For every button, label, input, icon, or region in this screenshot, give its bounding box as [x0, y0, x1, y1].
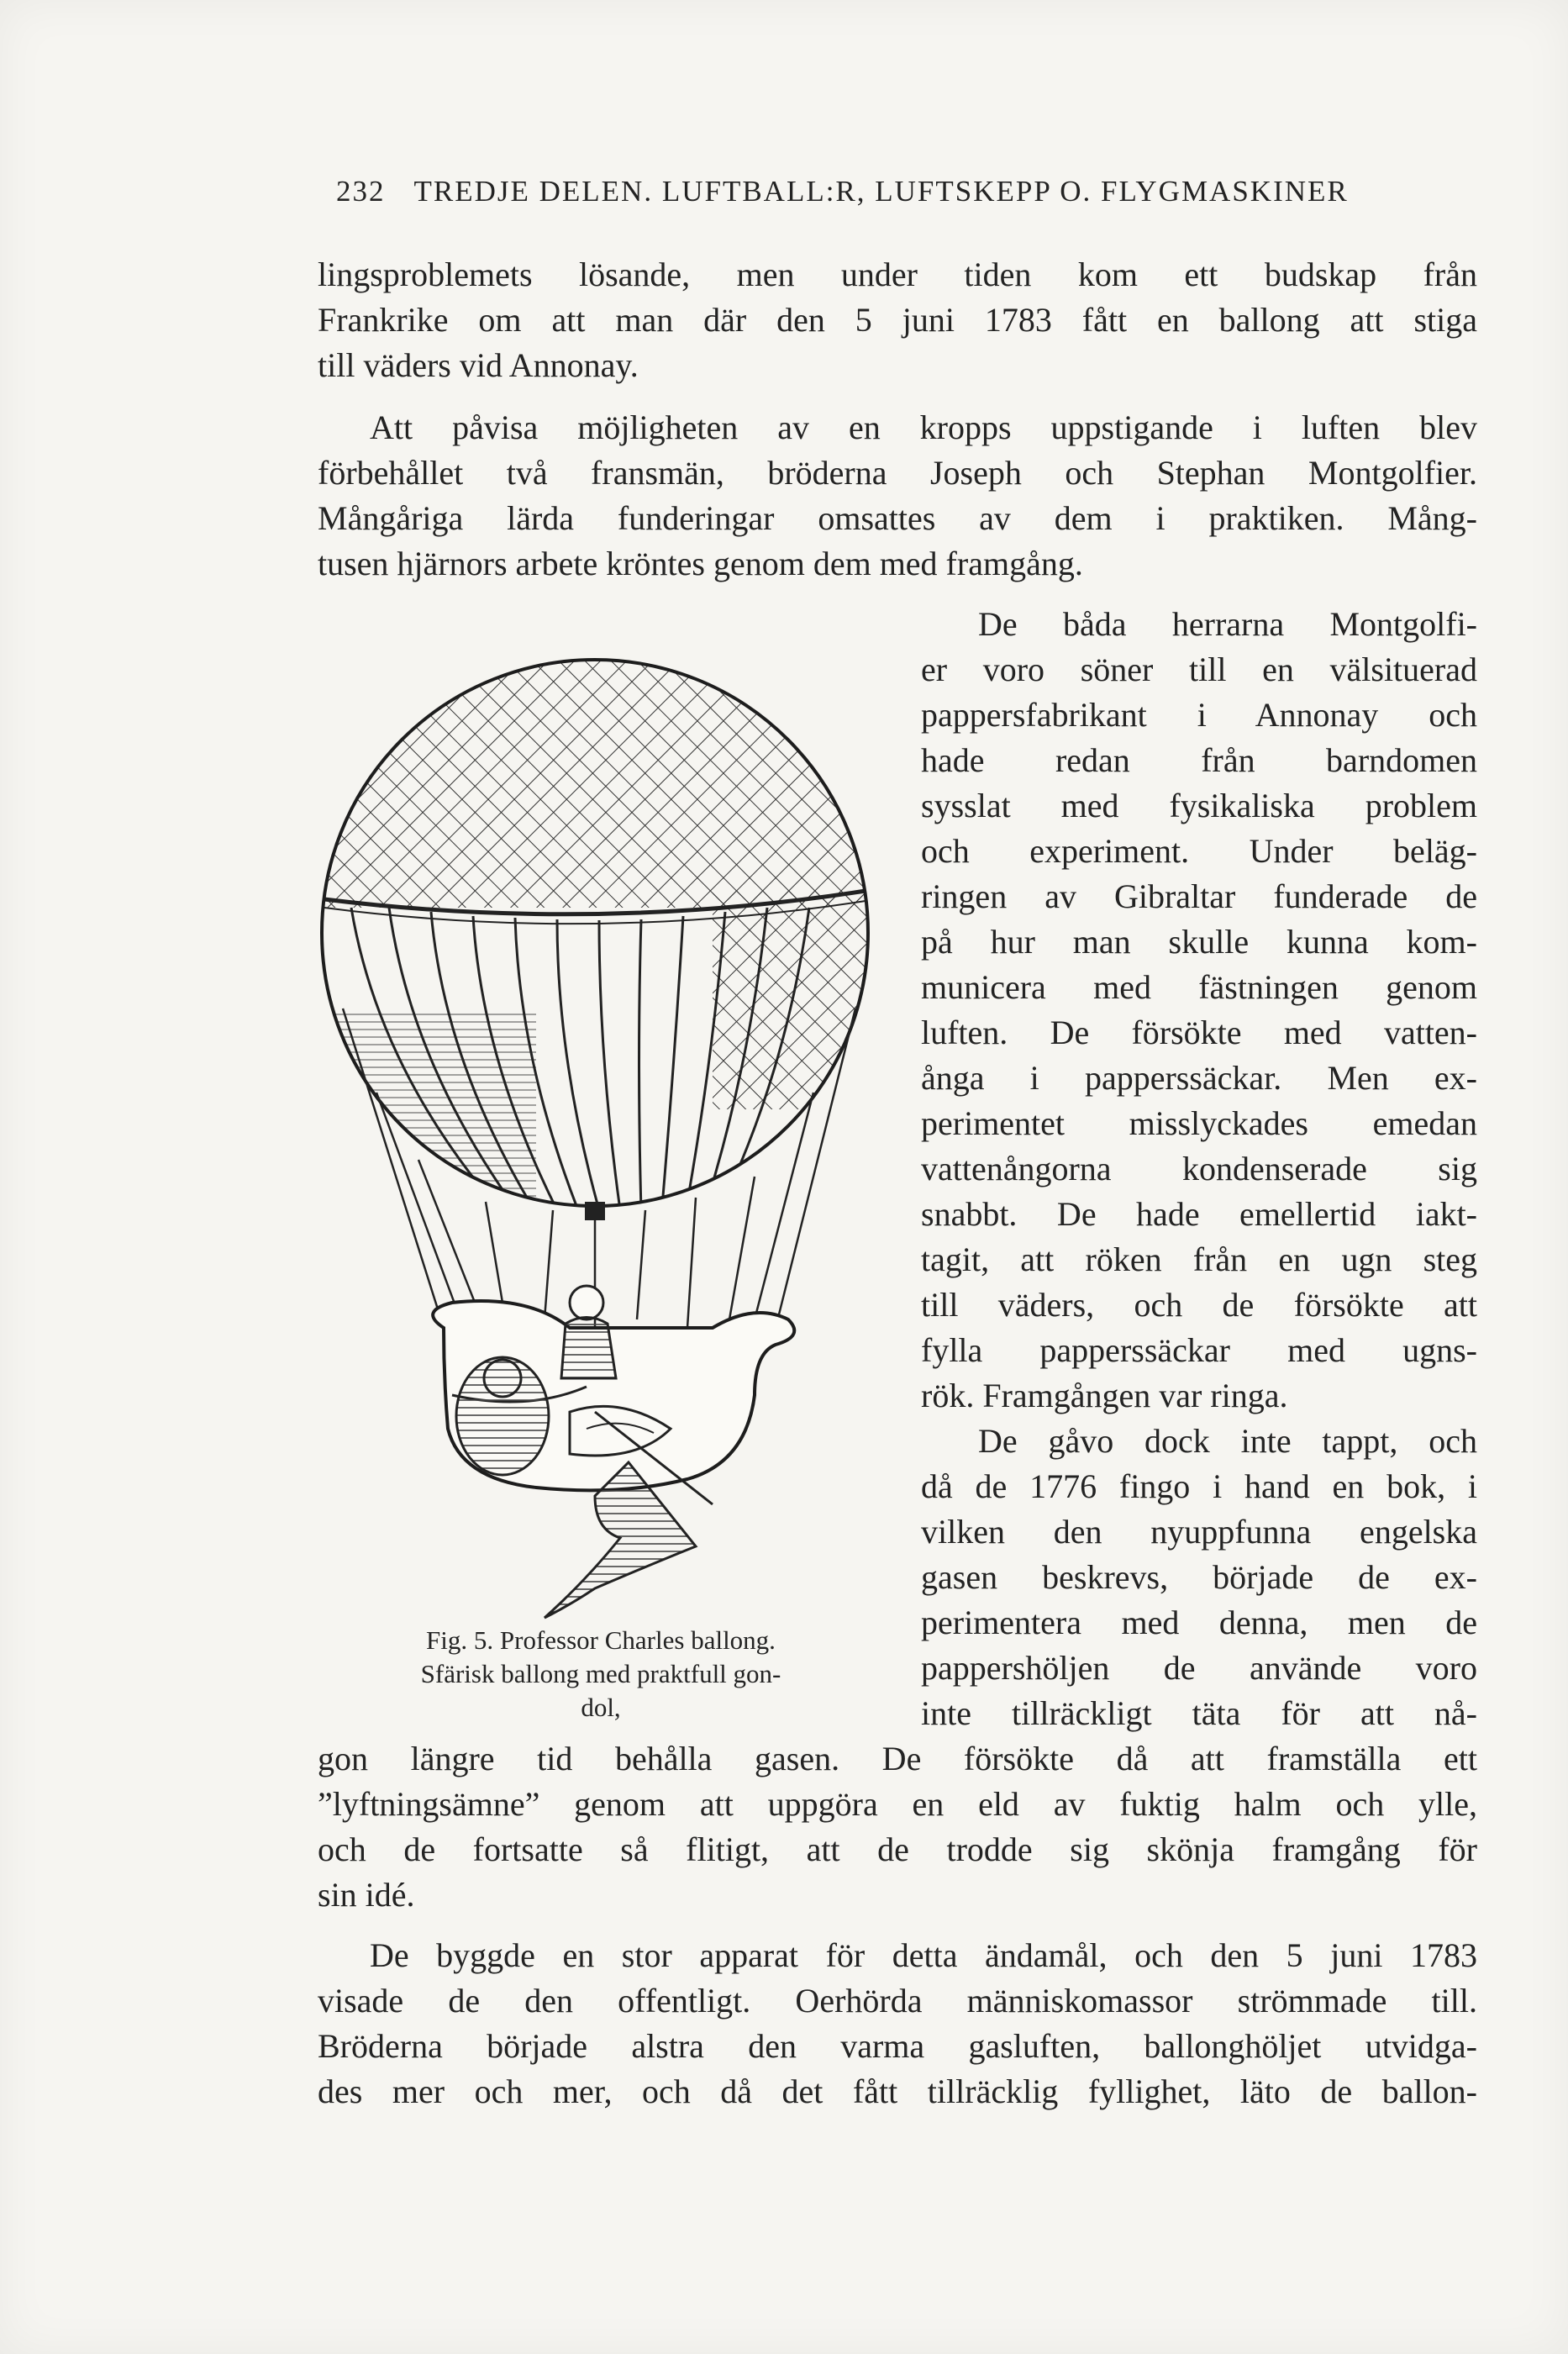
text-line: perimentera med denna, men de [921, 1604, 1477, 1641]
text-line: De båda herrarna Montgolfi- [978, 605, 1477, 643]
text-line: ”lyftningsämne” genom att uppgöra en eld av fuktig halm och ylle, [318, 1785, 1477, 1823]
text-line: till väders, och de försökte att [921, 1286, 1477, 1324]
caption-line: Fig. 5. Professor Charles ballong. [426, 1625, 776, 1655]
text-line: då de 1776 fingo i hand en bok, i [921, 1467, 1477, 1505]
text-line: pappersfabrikant i Annonay och [921, 696, 1477, 734]
text-line: perimentet misslyckades emedan [921, 1104, 1477, 1142]
text-line: Bröderna började alstra den varma gasluften, ballonghöljet utvidga- [318, 2027, 1477, 2065]
text-line: er voro söner till en välsituerad [921, 650, 1477, 688]
text-line: och de fortsatte så flitigt, att de trodde sig skönja framgång för [318, 1830, 1477, 1868]
text-line: sysslat med fysikaliska problem [921, 787, 1477, 824]
text-line: lingsproblemets lösande, men under tiden kom ett budskap från [318, 255, 1477, 293]
text-line: ringen av Gibraltar funderade de [921, 877, 1477, 915]
caption-line: dol, [581, 1693, 621, 1722]
text-line: pappershöljen de använde voro [921, 1649, 1477, 1687]
text-line: snabbt. De hade emellertid iakt- [921, 1195, 1477, 1233]
text-line: till väders vid Annonay. [318, 346, 639, 384]
text-line: municera med fästningen genom [921, 968, 1477, 1006]
text-line: gasen beskrevs, började de ex- [921, 1558, 1477, 1596]
text-line: på hur man skulle kunna kom- [921, 923, 1477, 961]
text-line: des mer och mer, och då det fått tillräcklig fyllighet, läto de ballon- [318, 2072, 1477, 2110]
running-header [336, 175, 1521, 208]
text-line: luften. De försökte med vatten- [921, 1014, 1477, 1051]
text-line: vattenångorna kondenserade sig [921, 1150, 1477, 1188]
text-line: rök. Framgången var ringa. [921, 1377, 1288, 1414]
text-line: tagit, att röken från en ugn steg [921, 1240, 1477, 1278]
text-line: vilken den nyuppfunna engelska [921, 1513, 1477, 1551]
text-line: De gåvo dock inte tappt, och [978, 1422, 1477, 1460]
text-line: och experiment. Under beläg- [921, 832, 1477, 870]
text-line: Mångåriga lärda funderingar omsattes av dem i praktiken. Mång- [318, 499, 1477, 537]
page-number: 232 [336, 175, 386, 208]
text-line: ånga i papperssäckar. Men ex- [921, 1059, 1477, 1097]
text-line: gon längre tid behålla gasen. De försökte då att framställa ett [318, 1740, 1477, 1777]
figure-caption [319, 1624, 882, 1725]
text-line: hade redan från barndomen [921, 741, 1477, 779]
text-line: De byggde en stor apparat för detta ändamål, och den 5 juni 1783 [370, 1936, 1477, 1974]
text-line: tusen hjärnors arbete kröntes genom dem med framgång. [318, 545, 1083, 582]
running-title: TREDJE DELEN. LUFTBALL:R, LUFTSKEPP O. FLYGMASKINER [413, 175, 1349, 208]
text-line: Frankrike om att man där den 5 juni 1783 fått en ballong att stiga [318, 301, 1477, 339]
balloon-illustration [318, 656, 889, 1622]
text-line: förbehållet två fransmän, bröderna Joseph och Stephan Montgolfier. [318, 454, 1477, 492]
text-line: visade de den offentligt. Oerhörda människomassor strömmade till. [318, 1982, 1477, 2020]
text-line: Att påvisa möjligheten av en kropps uppstigande i luften blev [370, 408, 1477, 446]
text-line: inte tillräckligt täta för att nå- [921, 1694, 1477, 1732]
gondola [433, 1286, 794, 1490]
text-line: sin idé. [318, 1876, 415, 1914]
text-line: fylla papperssäckar med ugns- [921, 1331, 1477, 1369]
balloon-engraving [318, 656, 889, 1622]
caption-line: Sfärisk ballong med praktfull gon- [420, 1659, 781, 1688]
